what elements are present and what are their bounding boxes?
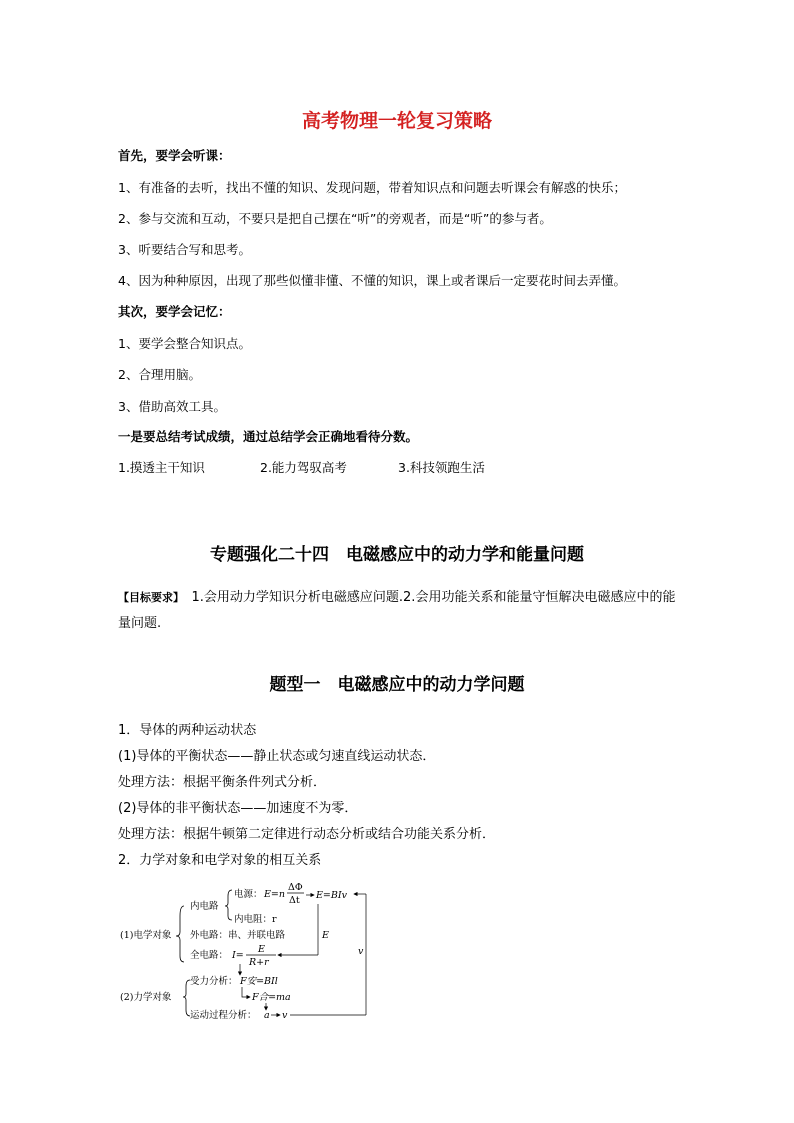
summary-heading: 一是要总结考试成绩，通过总结学会正确地看待分数。 [118,429,419,444]
memory-item: 1、要学会整合知识点。 [118,336,251,351]
body-line: (2)导体的非平衡状态——加速度不为零． [118,801,358,816]
outer-circuit-label: 外电路：串、并联电路 [190,930,286,941]
type1-title: 题型一 电磁感应中的动力学问题 [269,675,525,695]
memory-item: 3、借助高效工具。 [118,399,226,414]
relation-diagram [118,872,378,1027]
inner-resistance-label: 内电阻：r [234,914,277,925]
memory-heading: 其次，要学会记忆： [118,304,231,319]
velocity-label: v [282,1010,288,1021]
source-label: 电源： [234,889,263,900]
memory-item: 2、合理用脑。 [118,367,201,382]
v-loop-label: v [358,946,364,957]
tips-row [118,458,485,476]
topic-title: 专题强化二十四 电磁感应中的动力学和能量问题 [210,545,584,565]
inner-circuit-label: 内电路 [190,901,219,912]
ampere-force: F安=BIl [240,976,278,987]
delta-phi: ΔΦ [288,882,303,893]
tip-item: 2.能力驾驭高考 [260,460,347,475]
goal-tag: 【目标要求】 [118,591,179,604]
current-formula: I= [232,950,244,961]
e-connector-label: E [322,930,329,941]
tip-item: 1.摸透主干知识 [118,460,205,475]
electric-brace [176,906,184,962]
force-analysis-label: 受力分析： [190,976,238,987]
page-title: 高考物理一轮复习策略 [301,110,492,132]
listen-item: 1、有准备的去听，找出不懂的知识、发现问题，带着知识点和问题去听课会有解惑的快乐； [118,180,626,195]
body-line: 2．力学对象和电学对象的相互关系 [118,853,322,868]
emf-formula: E=n [264,889,286,900]
body-line: (1)导体的平衡状态——静止状态或匀速直线运动状态． [118,749,436,764]
body-line: 处理方法：根据平衡条件列式分析． [118,775,327,790]
goal-text: 1.会用动力学知识分析电磁感应问题.2.会用功能关系和能量守恒解决电磁感应中的能量问题. [118,590,676,631]
goal-paragraph [118,585,678,637]
accel-label: a [264,1010,270,1021]
listen-item: 4、因为种种原因，出现了那些似懂非懂、不懂的知识，课上或者课后一定要花时间去弄懂。 [118,273,626,288]
mechanical-brace [183,980,190,1016]
full-circuit-label: 全电路： [190,950,229,961]
body-line: 1．导体的两种运动状态 [118,723,257,738]
current-denominator: R+r [249,957,269,968]
inner-brace [225,890,232,920]
listen-item: 3、听要结合写和思考。 [118,242,251,257]
current-numerator: E [258,944,265,955]
motion-analysis-label: 运动过程分析： [190,1010,257,1021]
electric-object-label: (1)电学对象 [120,930,172,941]
tip-item: 3.科技领跑生活 [398,460,485,475]
listen-item: 2、参与交流和互动，不要只是把自己摆在“听”的旁观者，而是“听”的参与者。 [118,211,552,226]
delta-t: Δt [289,895,300,906]
net-force: F合=ma [252,992,291,1003]
mechanical-object-label: (2)力学对象 [120,992,172,1003]
body-line: 处理方法：根据牛顿第二定律进行动态分析或结合功能关系分析． [118,827,496,842]
motional-emf: E=BIv [316,890,347,901]
listen-heading: 首先，要学会听课： [118,148,231,163]
